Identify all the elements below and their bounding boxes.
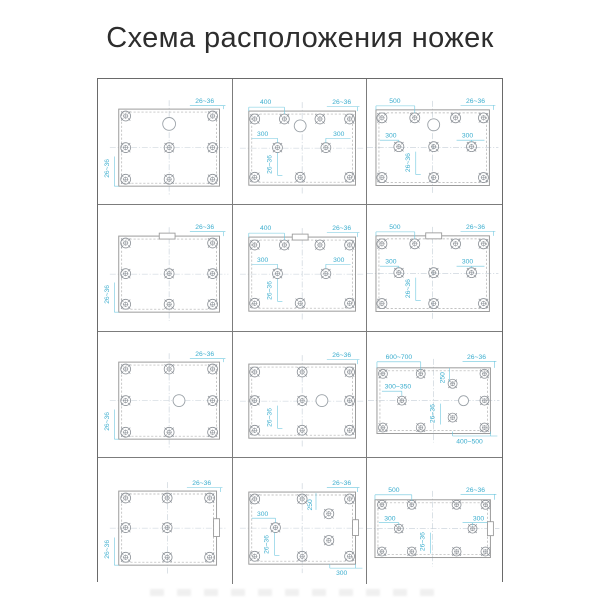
dimension [251, 511, 275, 523]
foot-icon [479, 239, 489, 249]
dimension-label: 26~36 [467, 353, 487, 361]
dimension [461, 224, 496, 236]
dimension [375, 487, 412, 501]
dimension [190, 225, 226, 237]
dimension-label: 300 [256, 510, 268, 518]
foot-icon [451, 113, 461, 123]
foot-icon [377, 299, 387, 309]
dimension [382, 384, 411, 396]
overflow-notch [292, 235, 308, 241]
dimension-label: 26~36 [195, 350, 215, 358]
dimension-label: 26~36 [331, 225, 351, 233]
foot-icon [249, 114, 259, 124]
dimension [327, 480, 360, 492]
dimension-label: 300 [332, 257, 344, 265]
foot-icon [249, 494, 259, 504]
foot-icon [451, 239, 461, 249]
foot-icon [479, 173, 489, 183]
foot-icon [249, 425, 259, 435]
dimension-label: 26~36 [405, 153, 413, 173]
drain-icon [163, 118, 176, 131]
overflow-notch [426, 233, 442, 239]
dimension [376, 98, 415, 113]
centerlines [367, 491, 499, 567]
dimension [248, 226, 284, 241]
dimension-label: 300 [335, 570, 347, 578]
dimension [104, 283, 119, 313]
diagram-cell-r4c2 [233, 458, 368, 583]
dimension [104, 157, 119, 187]
dimension-label: 300 [385, 259, 397, 267]
dimension [461, 487, 497, 500]
foot-icon [377, 239, 387, 249]
dimension-label: 300~350 [384, 383, 412, 391]
diagram-grid [97, 78, 503, 582]
foot-icon [448, 413, 457, 422]
foot-icon [479, 113, 489, 123]
dimension-label: 500 [388, 487, 400, 495]
foot-icon [121, 111, 131, 121]
dimension-label: 300 [256, 257, 268, 265]
foot-icon [410, 113, 420, 123]
dimension-label: 26~36 [466, 97, 486, 105]
foot-icon [377, 113, 387, 123]
dimension-label: 26~36 [466, 224, 486, 232]
dimension-label: 300 [256, 130, 268, 138]
dimension [329, 564, 362, 577]
drain-icon [459, 396, 469, 406]
dimension-label: 26~36 [420, 532, 428, 552]
foot-icon [315, 240, 325, 250]
centerlines [367, 227, 498, 321]
foot-icon [208, 111, 218, 121]
dimension-label: 300 [462, 132, 474, 140]
foot-icon [249, 367, 259, 377]
dimension [326, 257, 351, 269]
foot-icon [481, 501, 490, 510]
dimension [379, 516, 399, 526]
dimension-label: 26~36 [430, 403, 438, 423]
foot-icon [121, 493, 131, 503]
diagram-cell-r2c1 [98, 205, 233, 331]
foot-icon [249, 299, 259, 309]
foot-icon [121, 427, 131, 437]
diagram-cell-r3c1 [98, 332, 233, 458]
foot-icon [481, 547, 490, 556]
dimension-label: 300 [385, 132, 397, 140]
diagram-cell-r2c3 [367, 205, 502, 331]
foot-icon [315, 114, 325, 124]
diagram-cell-r4c1 [98, 458, 233, 583]
dimension [187, 480, 223, 492]
dimension [104, 409, 119, 439]
dimension [430, 403, 441, 424]
dimension [420, 532, 431, 554]
overflow-notch [214, 519, 220, 537]
dimension [405, 278, 421, 301]
foot-icon [272, 269, 282, 279]
foot-icon [121, 269, 131, 279]
foot-icon [272, 143, 282, 153]
foot-icon [121, 523, 131, 533]
foot-icon [344, 552, 354, 562]
dimension [326, 131, 351, 143]
foot-icon [452, 501, 461, 510]
foot-icon [429, 173, 439, 183]
foot-icon [394, 268, 404, 278]
dimension-label: 400~500 [456, 438, 484, 446]
foot-icon [344, 494, 354, 504]
foot-icon [205, 553, 215, 563]
foot-icon [321, 269, 331, 279]
foot-icon [479, 299, 489, 309]
foot-icon [467, 268, 477, 278]
foot-icon [410, 239, 420, 249]
dimension [461, 98, 496, 110]
diagram-cell-r3c3 [367, 332, 502, 458]
foot-icon [208, 238, 218, 248]
dimension-label: 26~36 [192, 480, 212, 488]
foot-icon [295, 299, 305, 309]
foot-icon [208, 174, 218, 184]
drain-icon [294, 120, 306, 132]
dimension [457, 259, 485, 268]
dimension [251, 257, 277, 269]
diagram-cell-r1c3 [367, 79, 502, 205]
dimension-label: 26~36 [466, 487, 486, 495]
dimension [463, 354, 497, 368]
foot-icon [324, 536, 334, 546]
foot-icon [121, 174, 131, 184]
overflow-notch [488, 522, 494, 536]
dimension-label: 26~36 [103, 285, 111, 305]
overflow-notch [352, 520, 358, 536]
diagram-cell-r1c1 [98, 79, 233, 205]
dimension-label: 300 [462, 259, 474, 267]
foot-icon [279, 114, 289, 124]
dimension [307, 493, 316, 510]
foot-icon [162, 523, 172, 533]
foot-icon [324, 509, 334, 519]
dimension [440, 368, 450, 384]
dimension [380, 259, 399, 268]
dimension [457, 133, 485, 142]
foot-icon [121, 238, 131, 248]
overflow-notch [159, 234, 175, 240]
feet-group [378, 501, 490, 557]
dimension [376, 224, 415, 239]
centerlines [367, 101, 498, 195]
dimension-label: 26~36 [266, 407, 274, 427]
foot-icon [270, 523, 280, 533]
dimension-label: 26~36 [103, 411, 111, 431]
foot-icon [429, 268, 439, 278]
dimension [263, 533, 279, 556]
foot-icon [208, 364, 218, 374]
foot-icon [417, 423, 426, 432]
diagram-cell-r1c2 [233, 79, 368, 205]
dimension-label: 300 [384, 515, 396, 523]
dimension-label: 500 [389, 224, 401, 232]
foot-icon [205, 493, 215, 503]
dimension [380, 133, 399, 142]
dimension-label: 26~36 [195, 98, 215, 106]
dimension [104, 538, 119, 566]
dimension-label: 26~36 [331, 99, 351, 107]
foot-icon [121, 553, 131, 563]
dimension [327, 226, 360, 238]
dimension [327, 99, 360, 111]
foot-icon [249, 172, 259, 182]
dimension [405, 152, 421, 175]
dimension [266, 279, 282, 302]
foot-icon [162, 493, 172, 503]
foot-icon [378, 501, 387, 510]
dimension-label: 26~36 [266, 155, 274, 174]
foot-icon [121, 364, 131, 374]
foot-icon [344, 172, 354, 182]
foot-icon [344, 396, 354, 406]
foot-icon [162, 553, 172, 563]
foot-icon [295, 172, 305, 182]
dimension-label: 250 [439, 371, 447, 384]
foot-icon [208, 300, 218, 310]
dimension-label: 400 [259, 225, 271, 233]
foot-icon [208, 427, 218, 437]
dimension [190, 98, 226, 109]
diagram-cell-r4c3 [367, 458, 502, 583]
dimension-label: 26~36 [195, 224, 215, 232]
dimension [266, 405, 282, 428]
foot-icon [429, 299, 439, 309]
dimension-label: 300 [332, 130, 344, 138]
foot-icon [208, 269, 218, 279]
dimension-label: 26~36 [405, 279, 413, 299]
foot-icon [344, 114, 354, 124]
dimension-label: 250 [306, 499, 314, 511]
foot-icon [321, 143, 331, 153]
dimension [190, 351, 226, 362]
drain-icon [316, 395, 328, 407]
dimension-label: 26~36 [103, 540, 111, 559]
dimension [463, 516, 488, 526]
foot-icon [394, 142, 404, 152]
foot-icon [344, 299, 354, 309]
foot-icon [249, 552, 259, 562]
dimension-label: 300 [473, 515, 485, 523]
page-title: Схема расположения ножек [106, 22, 494, 54]
dimension-label: 26~36 [331, 351, 351, 359]
foot-icon [429, 142, 439, 152]
diagram-cell-r3c2 [233, 332, 368, 458]
drain-icon [428, 119, 440, 131]
foot-icon [344, 240, 354, 250]
dimension-label: 26~36 [331, 480, 351, 488]
dimension-label: 500 [389, 97, 401, 105]
foot-icon [344, 425, 354, 435]
drain-icon [173, 395, 185, 407]
foot-icon [249, 396, 259, 406]
foot-icon [344, 367, 354, 377]
dimension-label: 400 [259, 99, 271, 107]
dimension [248, 99, 284, 114]
dimension [327, 352, 360, 364]
foot-icon [408, 501, 417, 510]
dimension-label: 26~36 [266, 281, 274, 301]
foot-icon [279, 240, 289, 250]
dimension [251, 131, 277, 143]
foot-icon [121, 300, 131, 310]
foot-icon [297, 396, 307, 406]
dimension-label: 600~700 [385, 353, 413, 361]
cropped-next-row-ghost [150, 589, 440, 596]
foot-icon [249, 240, 259, 250]
dimension-label: 26~36 [103, 158, 111, 178]
dimension [266, 153, 282, 176]
foot-icon [377, 173, 387, 183]
diagram-cell-r2c2 [233, 205, 368, 331]
foot-icon [467, 142, 477, 152]
dimension-label: 26~36 [263, 535, 271, 555]
